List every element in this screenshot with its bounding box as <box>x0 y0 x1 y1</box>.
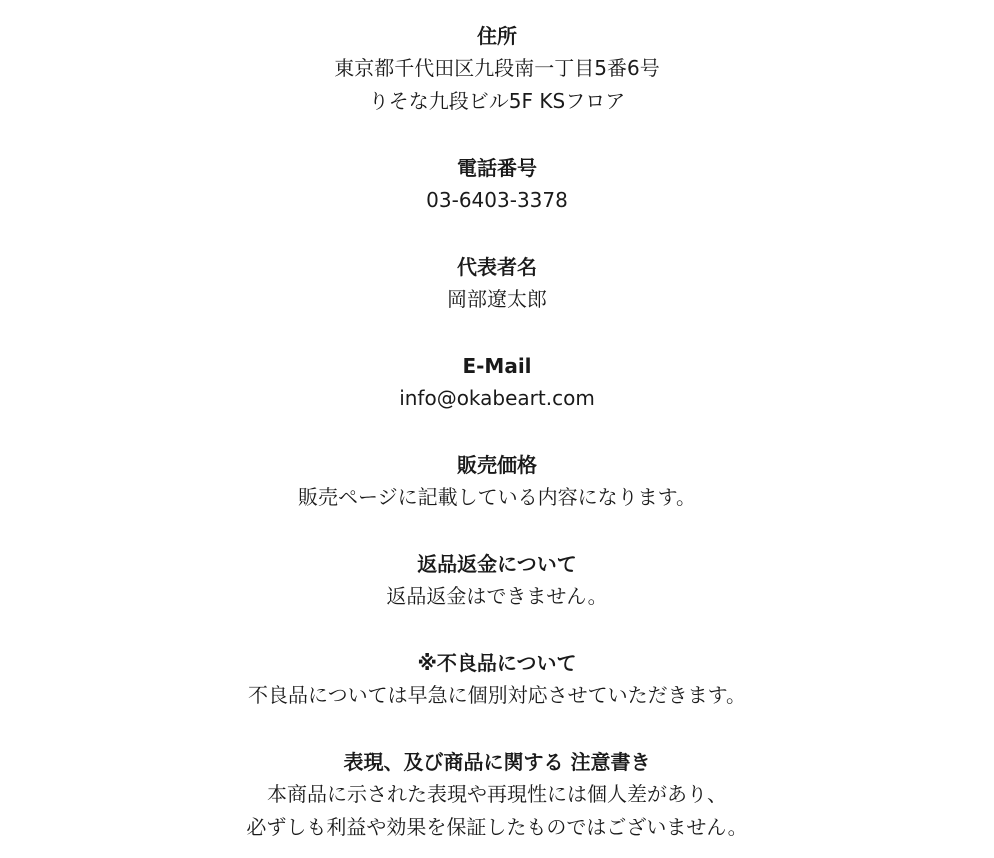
phone-number: 03-6403-3378 <box>426 188 568 212</box>
section-heading: 販売価格 <box>457 453 537 477</box>
section-text: 必ずしも利益や効果を保証したものではございません。 <box>246 815 748 839</box>
section-phone <box>0 152 994 217</box>
section-address <box>0 20 994 118</box>
section-returns <box>0 548 994 613</box>
section-disclaimer <box>0 746 994 844</box>
email-address: info@okabeart.com <box>399 386 595 410</box>
section-heading: 表現、及び商品に関する 注意書き <box>343 750 651 774</box>
section-heading: ※不良品について <box>417 651 577 675</box>
representative-name: 岡部遼太郎 <box>447 287 547 311</box>
section-text: 本商品に示された表現や再現性には個人差があり、 <box>267 782 727 806</box>
section-text: りそな九段ビル5F KSフロア <box>368 89 626 113</box>
section-text: 返品返金はできません。 <box>386 584 608 608</box>
section-price <box>0 449 994 514</box>
section-email <box>0 350 994 415</box>
section-representative <box>0 251 994 316</box>
section-heading: 代表者名 <box>457 255 537 279</box>
section-heading: 電話番号 <box>457 156 537 180</box>
section-heading: 返品返金について <box>417 552 577 576</box>
section-text: 販売ページに記載している内容になります。 <box>298 485 696 509</box>
section-heading: 住所 <box>477 24 517 48</box>
section-text: 不良品については早急に個別対応させていただきます。 <box>248 683 746 707</box>
section-heading: E-Mail <box>462 354 532 378</box>
section-defective <box>0 647 994 712</box>
section-text: 東京都千代田区九段南一丁目5番6号 <box>334 56 660 80</box>
